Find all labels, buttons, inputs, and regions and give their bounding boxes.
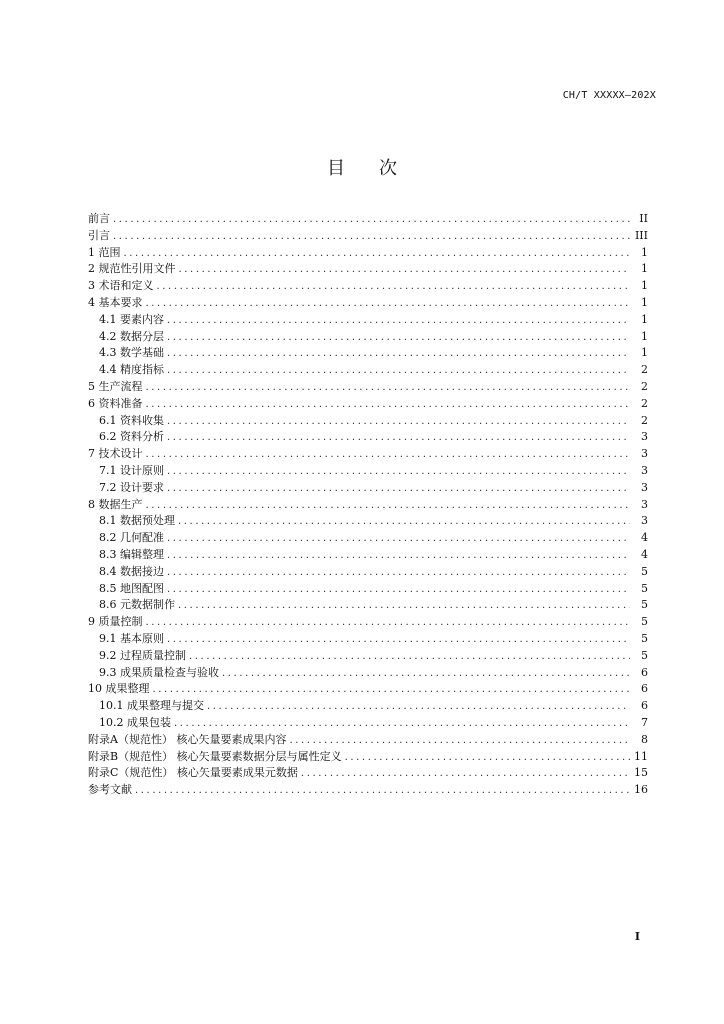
- toc-entry-page: 5: [641, 648, 648, 662]
- toc-entry-label: 9 质量控制: [88, 615, 143, 629]
- toc-entry-page: 8: [641, 732, 648, 746]
- toc-entry-label: 8 数据生产: [88, 497, 143, 511]
- toc-entry[interactable]: [88, 211, 648, 228]
- toc-dot-leader: [222, 666, 630, 682]
- toc-entry-label: 6.1 资料收集: [99, 413, 164, 427]
- toc-entry[interactable]: [88, 665, 648, 682]
- toc-entry-label: 7.2 设计要求: [99, 480, 164, 494]
- toc-entry-label: 9.3 成果质量检查与验收: [99, 665, 219, 679]
- toc-entry-page: 3: [641, 463, 648, 477]
- toc-dot-leader: [167, 531, 630, 547]
- toc-dot-leader: [167, 330, 630, 346]
- toc-dot-leader: [167, 313, 630, 329]
- toc-entry-page: 1: [641, 279, 648, 293]
- toc-entry[interactable]: [88, 698, 648, 715]
- toc-entry-label: 10.1 成果整理与提交: [99, 699, 204, 713]
- toc-entry-page: II: [639, 212, 648, 225]
- toc-dot-leader: [146, 397, 631, 413]
- toc-entry-label: 8.6 元数据制作: [99, 598, 175, 612]
- toc-entry-page: 1: [641, 262, 648, 276]
- toc-entry-label: 8.5 地图配图: [99, 581, 164, 595]
- toc-entry-page: 1: [641, 312, 648, 326]
- toc-entry-label: 10 成果整理: [88, 682, 150, 696]
- toc-dot-leader: [167, 632, 630, 648]
- toc-entry-label: 前言: [88, 212, 110, 225]
- toc-entry-label: 3 术语和定义: [88, 279, 154, 293]
- toc-dot-leader: [207, 699, 630, 715]
- toc-entry-label: 10.2 成果包装: [99, 715, 171, 729]
- toc-entry-label: 8.4 数据接边: [99, 564, 164, 578]
- toc-entry-label: 8.1 数据预处理: [99, 514, 175, 528]
- toc-entry-label: 5 生产流程: [88, 379, 143, 393]
- toc-entry-label: 8.3 编辑整理: [99, 547, 164, 561]
- toc-entry-label: 1 范围: [88, 245, 121, 259]
- toc-entry-label: 4.2 数据分层: [99, 329, 164, 343]
- toc-entry-page: 15: [634, 766, 648, 780]
- toc-entry[interactable]: [88, 547, 648, 564]
- toc-dot-leader: [146, 447, 631, 463]
- toc-entry-page: 2: [641, 363, 648, 377]
- page-number: I: [634, 930, 640, 943]
- toc-dot-leader: [146, 498, 631, 514]
- toc-dot-leader: [157, 279, 631, 295]
- toc-entry[interactable]: [88, 564, 648, 581]
- toc-entry-page: 16: [634, 783, 648, 797]
- toc-entry[interactable]: [88, 513, 648, 530]
- toc-entry-page: 5: [641, 631, 648, 645]
- toc-dot-leader: [113, 212, 630, 228]
- toc-entry-label: 6 资料准备: [88, 396, 143, 410]
- toc-entry-page: 6: [641, 665, 648, 679]
- toc-dot-leader: [174, 716, 630, 732]
- toc-entry-label: 附录B（规范性） 核心矢量要素数据分层与属性定义: [88, 749, 342, 763]
- toc-dot-leader: [146, 296, 631, 312]
- toc-entry-page: 3: [641, 447, 648, 461]
- toc-entry-page: 2: [641, 413, 648, 427]
- toc-entry[interactable]: [88, 429, 648, 446]
- toc-entry[interactable]: [88, 648, 648, 665]
- toc-entry[interactable]: [88, 631, 648, 648]
- toc-entry-page: 6: [641, 682, 648, 696]
- toc-entry[interactable]: [88, 379, 648, 396]
- toc-dot-leader: [178, 598, 630, 614]
- toc-entry[interactable]: [88, 732, 648, 749]
- toc-entry-page: 3: [641, 497, 648, 511]
- toc-entry-page: 3: [641, 514, 648, 528]
- toc-entry-page: 5: [641, 598, 648, 612]
- toc-dot-leader: [167, 430, 630, 446]
- toc-entry-page: 4: [641, 547, 648, 561]
- toc-entry[interactable]: [88, 329, 648, 346]
- toc-entry-page: 1: [641, 295, 648, 309]
- toc-entry-page: 11: [634, 749, 648, 763]
- toc-entry[interactable]: [88, 362, 648, 379]
- toc-dot-leader: [167, 548, 630, 564]
- toc-entry[interactable]: [88, 765, 648, 782]
- toc-entry[interactable]: [88, 681, 648, 698]
- toc-entry-label: 引言: [88, 228, 110, 242]
- toc-entry[interactable]: [88, 245, 648, 262]
- toc-dot-leader: [135, 783, 630, 799]
- toc-entry[interactable]: [88, 597, 648, 614]
- toc-dot-leader: [146, 615, 631, 631]
- toc-dot-leader: [124, 246, 631, 262]
- toc-dot-leader: [178, 514, 630, 530]
- toc-entry-label: 附录A（规范性） 核心矢量要素成果内容: [88, 732, 287, 746]
- toc-entry-page: 6: [641, 699, 648, 713]
- toc-entry-page: 5: [641, 615, 648, 629]
- toc-entry-page: 5: [641, 581, 648, 595]
- toc-entry[interactable]: [88, 396, 648, 413]
- toc-entry-page: 1: [641, 346, 648, 360]
- toc-dot-leader: [167, 582, 630, 598]
- toc-entry[interactable]: [88, 614, 648, 631]
- toc-dot-leader: [189, 649, 630, 665]
- toc-entry[interactable]: [88, 480, 648, 497]
- toc-dot-leader: [167, 363, 630, 379]
- page-title: 目次: [327, 158, 431, 179]
- toc-dot-leader: [179, 262, 631, 278]
- toc-entry-page: 2: [641, 396, 648, 410]
- toc-entry[interactable]: [88, 463, 648, 480]
- toc-entry-label: 6.2 资料分析: [99, 430, 164, 444]
- toc-entry-page: 5: [641, 564, 648, 578]
- toc-entry[interactable]: [88, 295, 648, 312]
- toc-entry[interactable]: [88, 715, 648, 732]
- toc-entry[interactable]: [88, 782, 648, 799]
- toc-entry-label: 8.2 几何配准: [99, 531, 164, 545]
- toc-dot-leader: [167, 464, 630, 480]
- toc-dot-leader: [301, 766, 630, 782]
- toc-dot-leader: [289, 733, 630, 749]
- toc-entry-label: 7 技术设计: [88, 447, 143, 461]
- toc-entry-page: 1: [641, 245, 648, 259]
- toc-entry-label: 2 规范性引用文件: [88, 262, 176, 276]
- table-of-contents: [88, 211, 648, 799]
- toc-entry-page: 7: [641, 715, 648, 729]
- toc-entry[interactable]: [88, 261, 648, 278]
- toc-entry-page: 2: [641, 379, 648, 393]
- toc-entry[interactable]: [88, 446, 648, 463]
- toc-entry-label: 4.4 精度指标: [99, 363, 164, 377]
- toc-entry[interactable]: [88, 581, 648, 598]
- toc-dot-leader: [167, 481, 630, 497]
- toc-entry-label: 4 基本要求: [88, 295, 143, 309]
- toc-entry-label: 4.3 数学基础: [99, 346, 164, 360]
- toc-entry[interactable]: [88, 530, 648, 547]
- toc-dot-leader: [167, 414, 630, 430]
- toc-entry-page: 4: [641, 531, 648, 545]
- toc-entry-label: 4.1 要素内容: [99, 312, 164, 326]
- toc-entry-page: 3: [641, 480, 648, 494]
- toc-dot-leader: [113, 229, 630, 245]
- toc-entry[interactable]: [88, 228, 648, 245]
- toc-dot-leader: [167, 565, 630, 581]
- toc-entry[interactable]: [88, 312, 648, 329]
- toc-dot-leader: [345, 750, 630, 766]
- toc-entry-label: 附录C（规范性） 核心矢量要素成果元数据: [88, 766, 298, 780]
- toc-entry-label: 参考文献: [88, 783, 132, 797]
- toc-entry[interactable]: [88, 749, 648, 766]
- toc-entry-page: III: [634, 228, 648, 242]
- toc-dot-leader: [153, 682, 631, 698]
- toc-dot-leader: [146, 380, 631, 396]
- toc-entry-page: 1: [641, 329, 648, 343]
- toc-entry[interactable]: [88, 413, 648, 430]
- toc-dot-leader: [167, 346, 630, 362]
- document-code: CH/T XXXXX—202X: [562, 90, 656, 101]
- toc-entry-page: 3: [641, 430, 648, 444]
- toc-entry[interactable]: [88, 345, 648, 362]
- toc-entry[interactable]: [88, 278, 648, 295]
- toc-entry-label: 9.2 过程质量控制: [99, 648, 186, 662]
- toc-entry-label: 9.1 基本原则: [99, 631, 164, 645]
- toc-entry-label: 7.1 设计原则: [99, 463, 164, 477]
- toc-entry[interactable]: [88, 497, 648, 514]
